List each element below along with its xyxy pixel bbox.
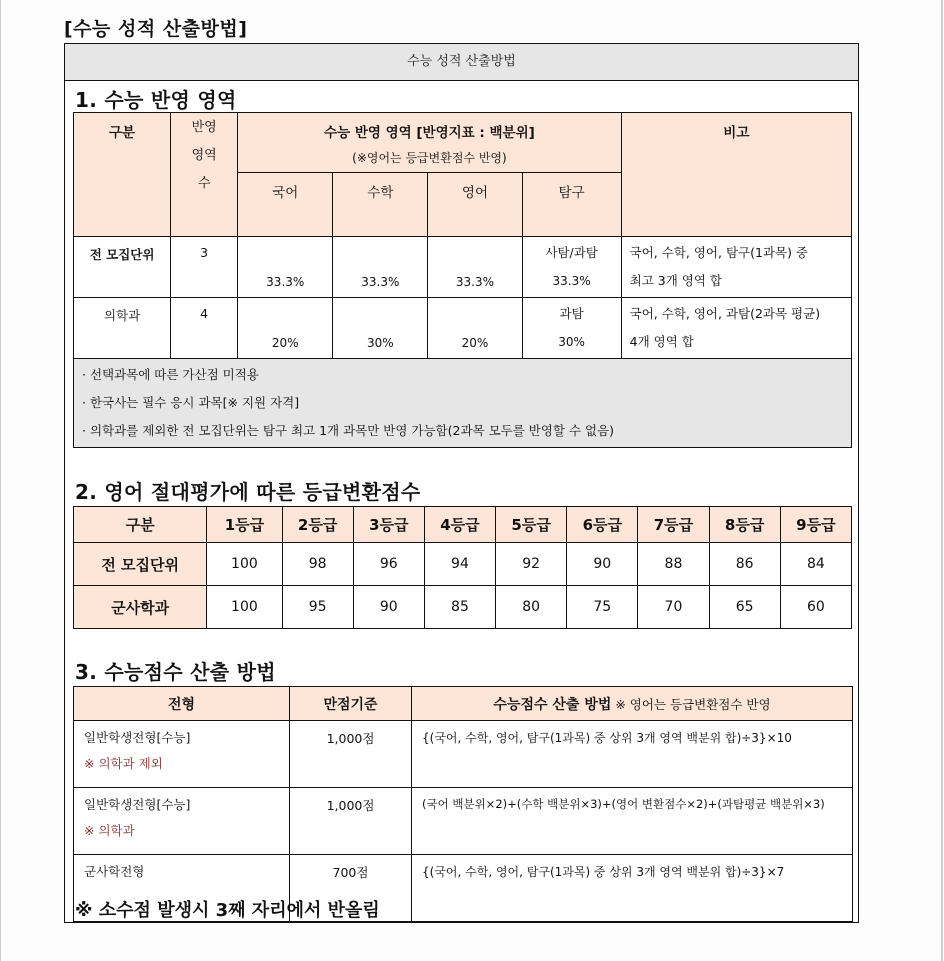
grade-score: 90 <box>567 543 638 586</box>
grade-score: 75 <box>567 586 638 629</box>
table-row <box>74 543 852 586</box>
grade-score: 100 <box>207 543 282 586</box>
grade-score: 94 <box>424 543 495 586</box>
grade-score: 90 <box>353 586 424 629</box>
area-count: 4 <box>171 298 238 359</box>
row-label: 전 모집단위 <box>74 237 171 298</box>
page-edge-right <box>941 0 943 961</box>
grade-score: 98 <box>282 543 353 586</box>
grade-score: 65 <box>709 586 780 629</box>
grade-score: 84 <box>780 543 851 586</box>
header-inquiry: 탐구 <box>522 173 621 237</box>
header-full-score: 만점기준 <box>290 687 412 721</box>
table-row <box>74 298 852 359</box>
formula: {(국어, 수학, 영어, 탐구(1과목) 중 상위 3개 영역 백분위 합)÷3}×10 <box>412 721 853 788</box>
admission-type: 군사학전형 <box>74 855 290 922</box>
header-category: 구분 <box>74 113 171 237</box>
table-row <box>74 237 852 298</box>
admission-type: 일반학생전형[수능] ※ 의학과 제외 <box>74 721 290 788</box>
header-row <box>74 687 853 721</box>
formula: (국어 백분위×2)+(수학 백분위×3)+(영어 변환점수×2)+(과탐평균 백분위×3) <box>412 788 853 855</box>
full-score: 1,000점 <box>290 721 412 788</box>
english-weight: 20% <box>428 298 522 359</box>
grade-score: 85 <box>424 586 495 629</box>
row-label: 군사학과 <box>74 586 207 629</box>
header-method: 수능점수 산출 방법 ※ 영어는 등급변환점수 반영 <box>412 687 853 721</box>
note-item: · 의학과를 제외한 전 모집단위는 탐구 최고 1개 과목만 반영 가능함(2과목 모두를 반영할 수 없음) <box>82 423 615 438</box>
document-box <box>64 43 859 923</box>
remark: 국어, 수학, 영어, 탐구(1과목) 중 최고 3개 영역 합 <box>621 237 851 298</box>
table-row <box>74 788 853 855</box>
english-weight: 33.3% <box>428 237 522 298</box>
rounding-footnote: ※ 소수점 발생시 3째 자리에서 반올림 <box>75 900 380 921</box>
full-score: 1,000점 <box>290 788 412 855</box>
header-type: 전형 <box>74 687 290 721</box>
area-count: 3 <box>171 237 238 298</box>
grade-score: 100 <box>207 586 282 629</box>
header-area: 수능 반영 영역 [반영지표 : 백분위] (※영어는 등급변환점수 반영) <box>238 113 621 173</box>
grade-score: 60 <box>780 586 851 629</box>
header-math: 수학 <box>333 173 428 237</box>
section1-title: 1. 수능 반영 영역 <box>75 88 237 112</box>
header-remarks: 비고 <box>621 113 851 237</box>
header-grade-7: 7등급 <box>638 507 709 543</box>
grade-score: 80 <box>496 586 567 629</box>
header-grade-6: 6등급 <box>567 507 638 543</box>
page-edge-left <box>0 0 1 961</box>
reflection-area-table <box>73 112 852 448</box>
note-item: · 한국사는 필수 응시 과목[※ 지원 자격] <box>82 395 300 410</box>
row-label: 전 모집단위 <box>74 543 207 586</box>
table-row <box>74 586 852 629</box>
grade-score: 86 <box>709 543 780 586</box>
formula: {(국어, 수학, 영어, 탐구(1과목) 중 상위 3개 영역 백분위 합)÷3}×7 <box>412 855 853 922</box>
table-row <box>74 721 853 788</box>
section2-title: 2. 영어 절대평가에 따른 등급변환점수 <box>75 480 421 504</box>
banner: 수능 성적 산출방법 <box>65 44 858 81</box>
english-grade-table <box>73 506 852 629</box>
header-count: 반영 영역 수 <box>171 113 238 237</box>
korean-weight: 20% <box>238 298 333 359</box>
header-category: 구분 <box>74 507 207 543</box>
grade-score: 96 <box>353 543 424 586</box>
grade-score: 92 <box>496 543 567 586</box>
page-title: [수능 성적 산출방법] <box>64 18 248 40</box>
section3-title: 3. 수능점수 산출 방법 <box>75 660 276 684</box>
grade-score: 70 <box>638 586 709 629</box>
grade-score: 88 <box>638 543 709 586</box>
header-grade-8: 8등급 <box>709 507 780 543</box>
header-grade-1: 1등급 <box>207 507 282 543</box>
korean-weight: 33.3% <box>238 237 333 298</box>
header-grade-3: 3등급 <box>353 507 424 543</box>
header-korean: 국어 <box>238 173 333 237</box>
admission-type: 일반학생전형[수능] ※ 의학과 <box>74 788 290 855</box>
header-grade-5: 5등급 <box>496 507 567 543</box>
inquiry-weight: 사탐/과탐 33.3% <box>522 237 621 298</box>
header-grade-9: 9등급 <box>780 507 851 543</box>
notes-box <box>74 359 852 448</box>
score-calculation-table <box>73 686 853 922</box>
note-item: · 선택과목에 따른 가산점 미적용 <box>82 367 259 382</box>
row-label: 의학과 <box>74 298 171 359</box>
header-row <box>74 507 852 543</box>
math-weight: 33.3% <box>333 237 428 298</box>
inquiry-weight: 과탐 30% <box>522 298 621 359</box>
header-english: 영어 <box>428 173 522 237</box>
grade-score: 95 <box>282 586 353 629</box>
math-weight: 30% <box>333 298 428 359</box>
full-score: 700점 <box>290 855 412 922</box>
header-grade-4: 4등급 <box>424 507 495 543</box>
remark: 국어, 수학, 영어, 과탐(2과목 평균) 4개 영역 합 <box>621 298 851 359</box>
header-grade-2: 2등급 <box>282 507 353 543</box>
